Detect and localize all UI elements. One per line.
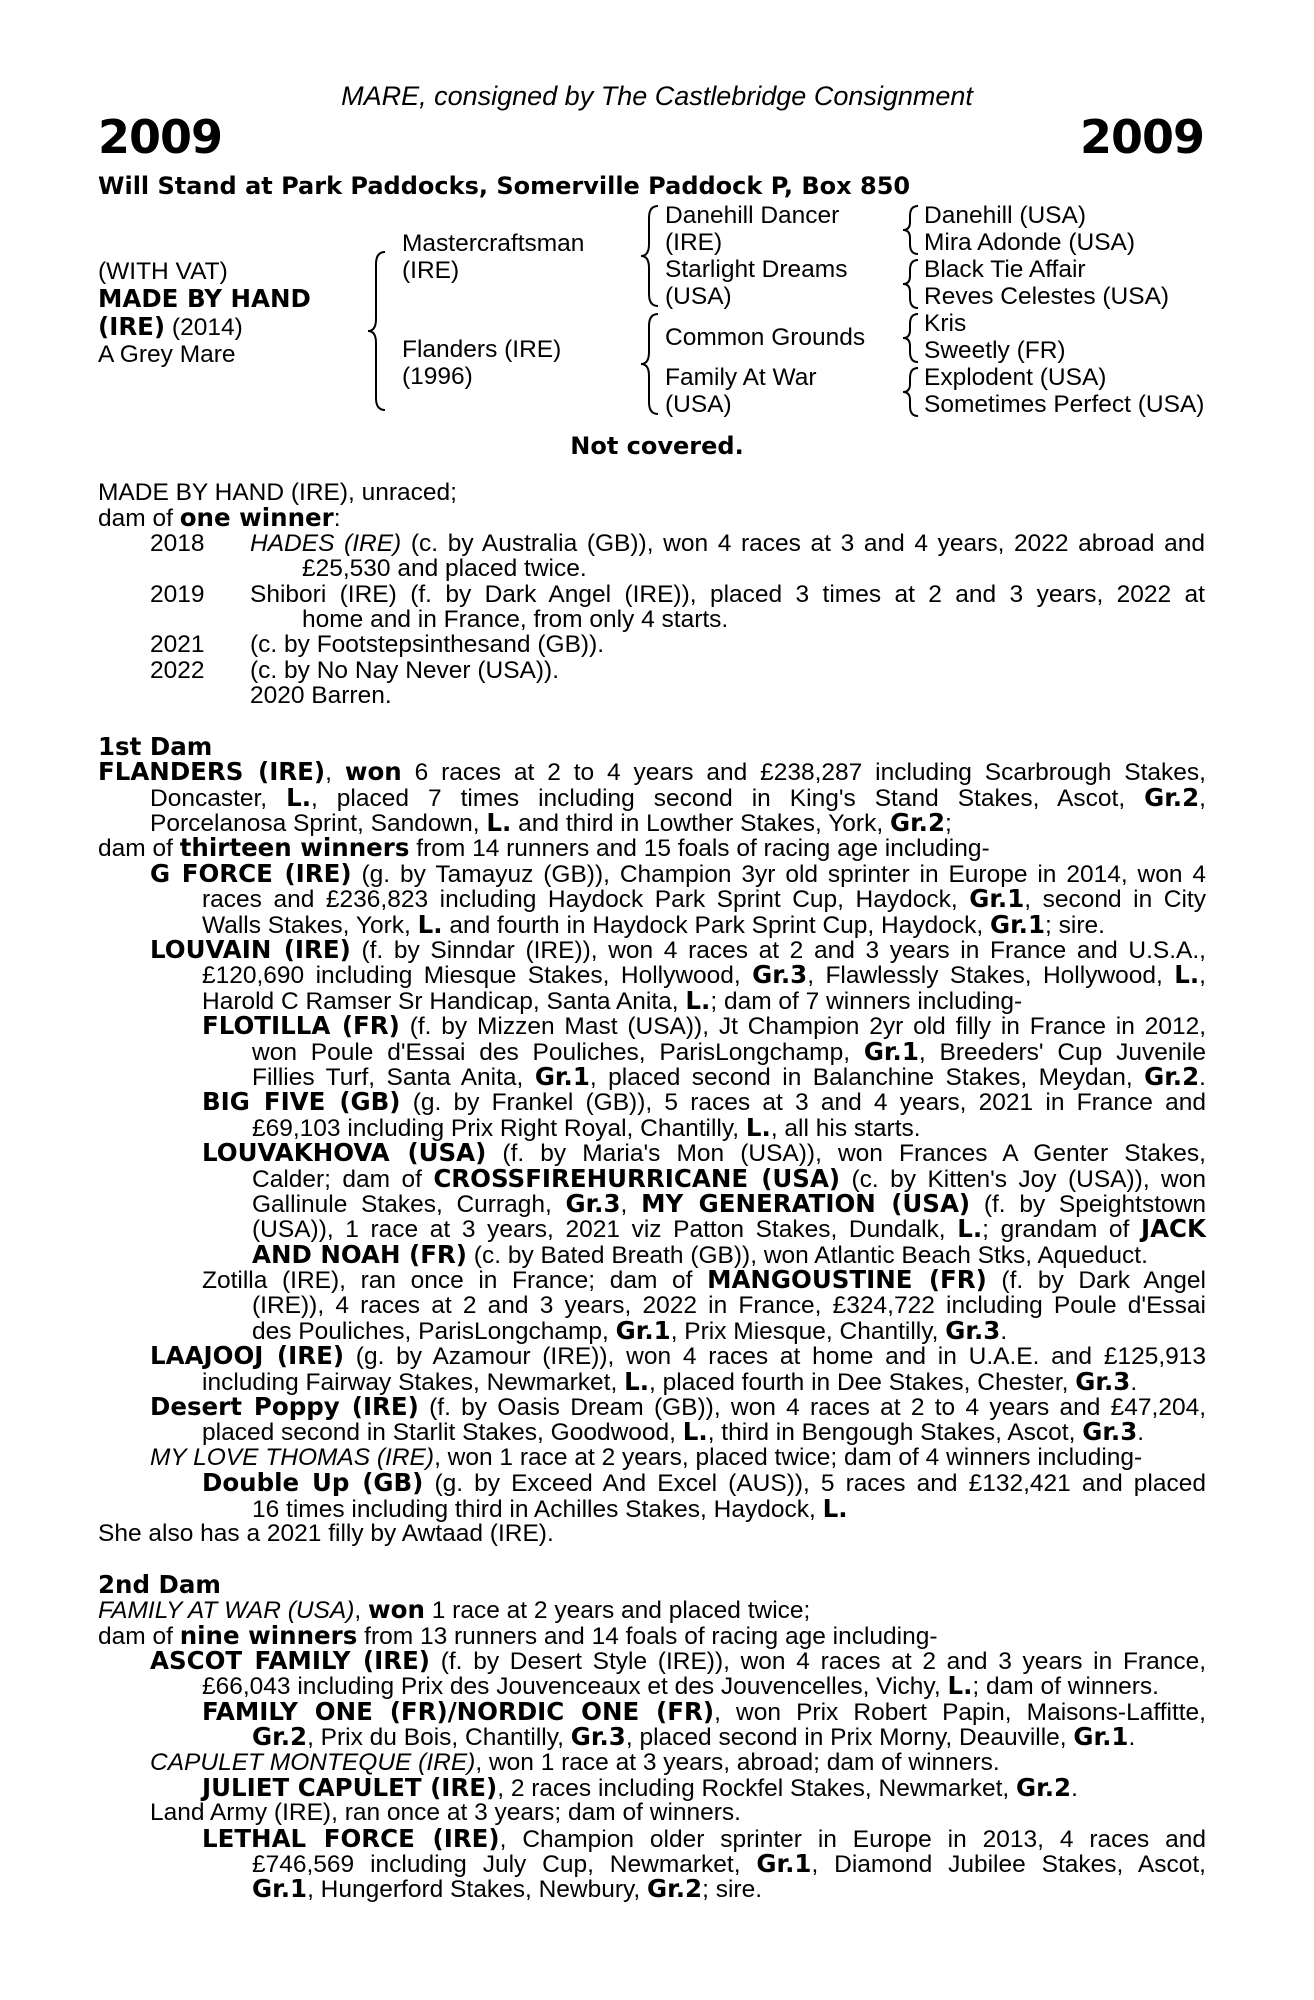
pedigree-brace xyxy=(900,204,924,256)
stand-location: Will Stand at Park Paddocks, Somerville Paddock P, Box 850 xyxy=(98,172,911,200)
pedigree-text-line: dam of nine winners from 13 runners and 14 foals of racing age including- xyxy=(98,1620,938,1650)
pedigree-text-line: Land Army (IRE), ran once at 3 years; dam of winners. xyxy=(150,1799,741,1827)
pedigree-text-line: Walls Stakes, York, L. and fourth in Haydock Park Sprint Cup, Haydock, Gr.1; sire. xyxy=(202,909,1105,939)
pedigree-text-line: CAPULET MONTEQUE (IRE), won 1 race at 3 years, abroad; dam of winners. xyxy=(150,1748,1000,1776)
pedigree-text-line: FLANDERS (IRE), won 6 races at 2 to 4 years and £238,287 including Scarbrough Stakes, xyxy=(98,757,1206,787)
produce-year: 2019 xyxy=(150,580,205,608)
pedigree-text-line: Gallinule Stakes, Curragh, Gr.3, MY GENERATION (USA) (f. by Speightstown xyxy=(252,1188,1206,1218)
consignment-line: MARE, consigned by The Castlebridge Consignment xyxy=(341,81,973,111)
pedigree-text-line: LOUVAIN (IRE) (f. by Sinndar (IRE)), won 4 races at 2 and 3 years in France and U.S.A., xyxy=(150,935,1206,965)
second-dam-heading: 2nd Dam xyxy=(98,1569,221,1599)
pedigree-text-line: £746,569 including July Cup, Newmarket, Gr.1, Diamond Jubilee Stakes, Ascot, xyxy=(252,1849,1206,1879)
pedigree-text-line: LAAJOOJ (IRE) (g. by Azamour (IRE)), won 4 races at home and in U.A.E. and £125,913 xyxy=(150,1341,1207,1371)
produce-text: (c. by No Nay Never (USA)). xyxy=(250,656,560,684)
pedigree-text-line: Gr.1, Hungerford Stakes, Newbury, Gr.2; sire. xyxy=(252,1874,763,1904)
pedigree-brace xyxy=(900,366,924,418)
produce-line xyxy=(98,683,1206,708)
produce-text: home and in France, from only 4 starts. xyxy=(302,605,729,633)
pedigree-text-line: des Pouliches, ParisLongchamp, Gr.1, Prix Miesque, Chantilly, Gr.3. xyxy=(252,1315,1008,1345)
pedigree-text-line: races and £236,823 including Haydock Park Sprint Cup, Haydock, Gr.1, second in City xyxy=(202,884,1206,914)
pedigree-text-line: Porcelanosa Sprint, Sandown, L. and third in Lowther Stakes, York, Gr.2; xyxy=(150,808,952,838)
catalogue-text xyxy=(98,480,1206,1902)
year-right: 2009 xyxy=(1079,110,1204,164)
pedigree-text-line: placed second in Starlit Stakes, Goodwood, L., third in Bengough Stakes, Ascot, Gr.3. xyxy=(202,1417,1145,1447)
pedigree-text-line: BIG FIVE (GB) (g. by Frankel (GB)), 5 races at 3 and 4 years, 2021 in France and xyxy=(202,1087,1206,1117)
produce-line xyxy=(98,531,1206,556)
produce-year: 2018 xyxy=(150,529,205,557)
ancestor: Kris xyxy=(924,310,967,337)
pedigree-brace xyxy=(900,258,924,310)
pedigree-text-line: FAMILY ONE (FR)/NORDIC ONE (FR), won Prix Robert Papin, Maisons-Laffitte, xyxy=(202,1696,1206,1726)
produce-year: 2021 xyxy=(150,631,205,659)
pedigree-text-line: MY LOVE THOMAS (IRE), won 1 race at 2 years, placed twice; dam of 4 winners including- xyxy=(150,1443,1143,1471)
pedigree-text-line: £69,103 including Prix Right Royal, Chantilly, L., all his starts. xyxy=(252,1112,921,1142)
pedigree-brace xyxy=(365,250,391,412)
pedigree-text-line: Desert Poppy (IRE) (f. by Oasis Dream (GB)), won 4 races at 2 to 4 years and £47,204, xyxy=(150,1392,1207,1422)
pedigree-brace xyxy=(638,204,664,308)
intro-line: MADE BY HAND (IRE), unraced; xyxy=(98,479,457,506)
ancestor: Reves Celestes (USA) xyxy=(924,283,1170,310)
intro-dam-of: dam of one winner: xyxy=(98,503,341,533)
pedigree-text-line: Fillies Turf, Santa Anita, Gr.1, placed second in Balanchine Stakes, Meydan, Gr.2. xyxy=(252,1061,1206,1091)
grandsire-maternal: Common Grounds xyxy=(665,324,866,351)
pedigree-text-line: LOUVAKHOVA (USA) (f. by Maria's Mon (USA)), won Frances A Genter Stakes, xyxy=(202,1138,1206,1168)
pedigree-text-line: JULIET CAPULET (IRE), 2 races including Rockfel Stakes, Newmarket, Gr.2. xyxy=(202,1772,1078,1802)
produce-list xyxy=(98,531,1206,709)
pedigree-text-line: She also has a 2021 filly by Awtaad (IRE). xyxy=(98,1520,554,1548)
ancestor: Mira Adonde (USA) xyxy=(924,229,1136,256)
ancestor: Sweetly (FR) xyxy=(924,337,1066,364)
vat-note: (WITH VAT) xyxy=(98,258,228,285)
produce-text: 2020 Barren. xyxy=(250,682,392,710)
produce-line xyxy=(98,556,1206,581)
pedigree-text-line: (USA)), 1 race at 3 years, 2021 viz Patton Stakes, Dundalk, L.; grandam of JACK xyxy=(252,1214,1207,1244)
horse-name: MADE BY HAND xyxy=(98,284,311,313)
pedigree-text-line: FAMILY AT WAR (USA), won 1 race at 2 years and placed twice; xyxy=(98,1595,811,1625)
ancestor: Danehill (USA) xyxy=(924,202,1087,229)
pedigree-text-line: dam of thirteen winners from 14 runners and 15 foals of racing age including- xyxy=(98,833,990,863)
pedigree-text-line: (IRE)), 4 races at 2 and 3 years, 2022 in France, £324,722 including Poule d'Essai xyxy=(252,1291,1206,1319)
pedigree-text-line: won Poule d'Essai des Pouliches, ParisLongchamp, Gr.1, Breeders' Cup Juvenile xyxy=(252,1036,1206,1066)
first-dam-heading: 1st Dam xyxy=(98,731,213,761)
grandsire-paternal: Danehill Dancer (IRE) xyxy=(665,202,840,256)
produce-text: HADES (IRE) (c. by Australia (GB)), won 4 races at 3 and 4 years, 2022 abroad and xyxy=(250,529,1205,557)
produce-line xyxy=(98,582,1206,607)
pedigree-text-line: Gr.2, Prix du Bois, Chantilly, Gr.3, placed second in Prix Morny, Deauville, Gr.1. xyxy=(252,1722,1136,1752)
produce-line xyxy=(98,658,1206,683)
pedigree-text-line: Double Up (GB) (g. by Exceed And Excel (AUS)), 5 races and £132,421 and placed xyxy=(202,1468,1206,1498)
second-dam-section xyxy=(98,1597,1206,1902)
pedigree-text-line: 16 times including third in Achilles Stakes, Haydock, L. xyxy=(252,1493,848,1523)
pedigree-text-line: Doncaster, L., placed 7 times including second in King's Stand Stakes, Ascot, Gr.2, xyxy=(150,782,1206,812)
pedigree-subject xyxy=(98,258,311,368)
pedigree-brace xyxy=(900,312,924,364)
ancestor: Black Tie Affair xyxy=(924,256,1086,283)
pedigree-brace xyxy=(638,312,664,416)
produce-line xyxy=(98,632,1206,657)
pedigree-text-line: Calder; dam of CROSSFIREHURRICANE (USA) (c. by Kitten's Joy (USA)), won xyxy=(252,1163,1206,1193)
sire: Mastercraftsman (IRE) xyxy=(402,230,585,284)
produce-year: 2022 xyxy=(150,656,205,684)
pedigree-text-line: LETHAL FORCE (IRE), Champion older sprinter in Europe in 2013, 4 races and xyxy=(202,1823,1207,1853)
horse-foaled: (2014) xyxy=(165,314,243,341)
pedigree-text-line: AND NOAH (FR) (c. by Bated Breath (GB)), won Atlantic Beach Stks, Aqueduct. xyxy=(252,1239,1148,1269)
ancestor: Explodent (USA) xyxy=(924,364,1107,391)
produce-line xyxy=(98,607,1206,632)
ancestor: Sometimes Perfect (USA) xyxy=(924,391,1205,418)
produce-text: Shibori (IRE) (f. by Dark Angel (IRE)), placed 3 times at 2 and 3 years, 2022 at xyxy=(250,580,1205,608)
great-grandparents xyxy=(924,202,1204,418)
first-dam-section xyxy=(98,759,1206,1546)
pedigree-text-line: Harold C Ramser Sr Handicap, Santa Anita, L.; dam of 7 winners including- xyxy=(202,985,1023,1015)
pedigree-text-line: ASCOT FAMILY (IRE) (f. by Desert Style (IRE)), won 4 races at 2 and 3 years in France, xyxy=(150,1645,1206,1675)
horse-description: A Grey Mare xyxy=(98,341,236,368)
pedigree-text-line: £66,043 including Prix des Jouvenceaux et des Jouvencelles, Vichy, L.; dam of winners. xyxy=(202,1671,1159,1701)
pedigree-text-line: Zotilla (IRE), ran once in France; dam of MANGOUSTINE (FR) (f. by Dark Angel xyxy=(202,1265,1206,1295)
not-covered-note: Not covered. xyxy=(570,432,744,460)
produce-text: £25,530 and placed twice. xyxy=(302,555,587,583)
horse-country: (IRE) xyxy=(98,312,166,341)
dam: Flanders (IRE) (1996) xyxy=(402,336,562,390)
pedigree-text-line: G FORCE (IRE) (g. by Tamayuz (GB)), Champion 3yr old sprinter in Europe in 2014, won 4 xyxy=(150,858,1206,888)
granddam-maternal: Family At War (USA) xyxy=(665,364,817,418)
pedigree-text-line: £120,690 including Miesque Stakes, Hollywood, Gr.3, Flawlessly Stakes, Hollywood, L., xyxy=(202,960,1206,990)
produce-text: (c. by Footstepsinthesand (GB)). xyxy=(250,631,605,659)
granddam-paternal: Starlight Dreams (USA) xyxy=(665,256,848,310)
pedigree-text-line: including Fairway Stakes, Newmarket, L., placed fourth in Dee Stakes, Chester, Gr.3. xyxy=(202,1366,1138,1396)
pedigree-text-line: FLOTILLA (FR) (f. by Mizzen Mast (USA)), Jt Champion 2yr old filly in France in 2012, xyxy=(202,1011,1207,1041)
year-left: 2009 xyxy=(98,110,223,164)
